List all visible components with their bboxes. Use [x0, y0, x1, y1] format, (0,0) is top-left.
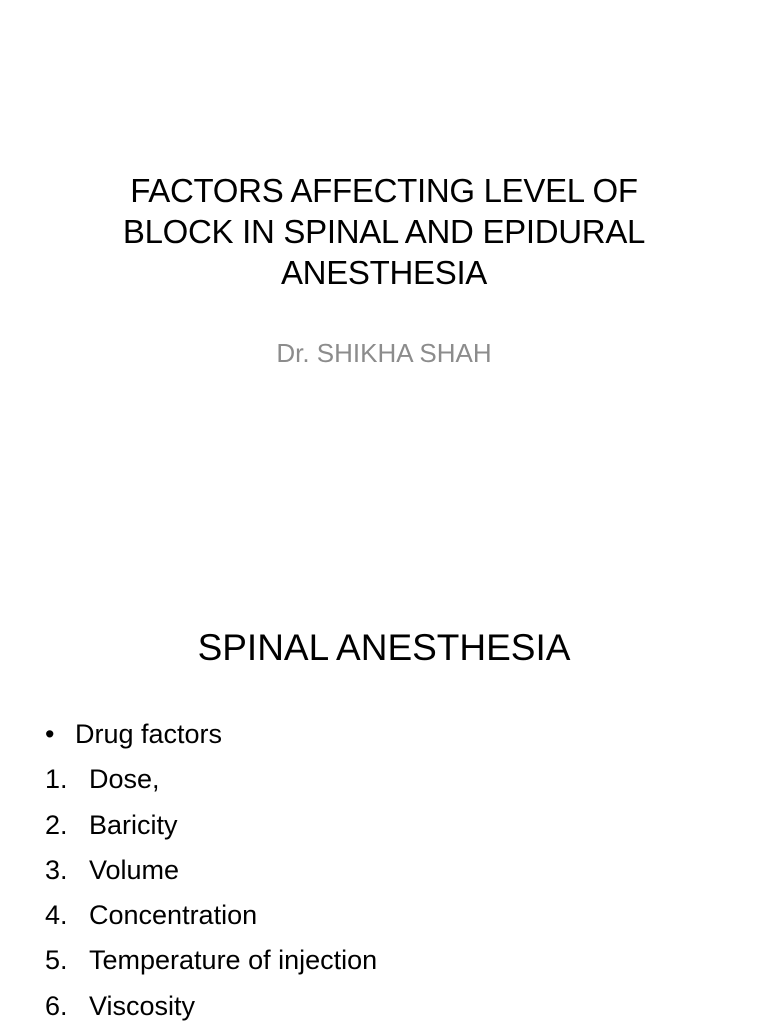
list-item — [45, 757, 725, 802]
list-number: 1. — [45, 764, 68, 795]
list-item-text: Baricity — [89, 809, 178, 840]
slide-heading: SPINAL ANESTHESIA — [197, 627, 571, 668]
list-number: 3. — [45, 854, 68, 885]
list-number: 6. — [45, 990, 68, 1021]
list-number: 4. — [45, 900, 68, 931]
list-item-text: Temperature of injection — [89, 945, 378, 976]
title-line: ANESTHESIA — [280, 254, 488, 291]
title-line: FACTORS AFFECTING LEVEL OF — [130, 172, 638, 209]
list-item — [45, 984, 725, 1024]
list-number: 2. — [45, 809, 68, 840]
title-line: BLOCK IN SPINAL AND EPIDURAL — [122, 213, 646, 250]
list-item — [45, 803, 725, 848]
list-item-text: Viscosity — [89, 990, 196, 1021]
list-item — [45, 893, 725, 938]
slide-spinal-anesthesia — [0, 576, 768, 1024]
list-item-text: Volume — [89, 854, 180, 885]
factor-list — [45, 712, 725, 1024]
list-item-text: Dose, — [89, 764, 160, 795]
bullet-marker: • — [45, 719, 55, 749]
list-item-text: Concentration — [89, 900, 258, 931]
author-subtitle: Dr. SHIKHA SHAH — [276, 338, 492, 368]
list-number: 5. — [45, 945, 68, 976]
list-item — [45, 938, 725, 983]
bullet-item — [45, 712, 725, 757]
bullet-text: Drug factors — [75, 719, 223, 749]
list-item — [45, 848, 725, 893]
presentation-title — [40, 170, 728, 293]
